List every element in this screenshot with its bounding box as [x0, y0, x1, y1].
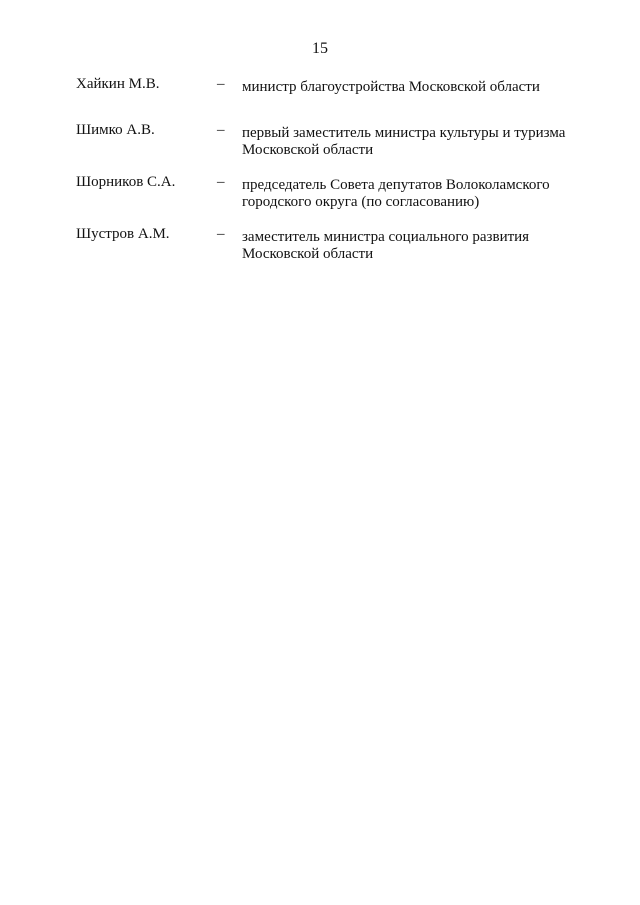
- member-name: Хайкин М.В.: [76, 76, 160, 92]
- member-role-line: городского округа (по согласованию): [242, 194, 480, 210]
- member-role-line: Московской области: [242, 142, 374, 158]
- member-list: [76, 76, 586, 266]
- member-dash: –: [217, 226, 225, 242]
- member-dash: –: [217, 174, 225, 190]
- member-entry: [76, 76, 586, 122]
- member-entry: [76, 226, 586, 266]
- member-role-line: Московской области: [242, 246, 374, 262]
- page-number: 15: [312, 40, 328, 57]
- member-role-line: председатель Совета депутатов Волоколамского: [242, 177, 550, 193]
- member-role: [242, 174, 582, 211]
- member-role: [242, 226, 582, 263]
- member-entry: [76, 174, 586, 226]
- member-role-line: министр благоустройства Московской области: [242, 79, 540, 95]
- member-role-line: первый заместитель министра культуры и туризма: [242, 125, 566, 141]
- member-dash: –: [217, 76, 225, 92]
- member-name: Шимко А.В.: [76, 122, 155, 138]
- member-name: Шустров А.М.: [76, 226, 170, 242]
- member-name: Шорников С.А.: [76, 174, 176, 190]
- member-role: [242, 76, 582, 96]
- member-dash: –: [217, 122, 225, 138]
- member-role: [242, 122, 582, 159]
- member-role-line: заместитель министра социального развития: [242, 229, 530, 245]
- member-entry: [76, 122, 586, 174]
